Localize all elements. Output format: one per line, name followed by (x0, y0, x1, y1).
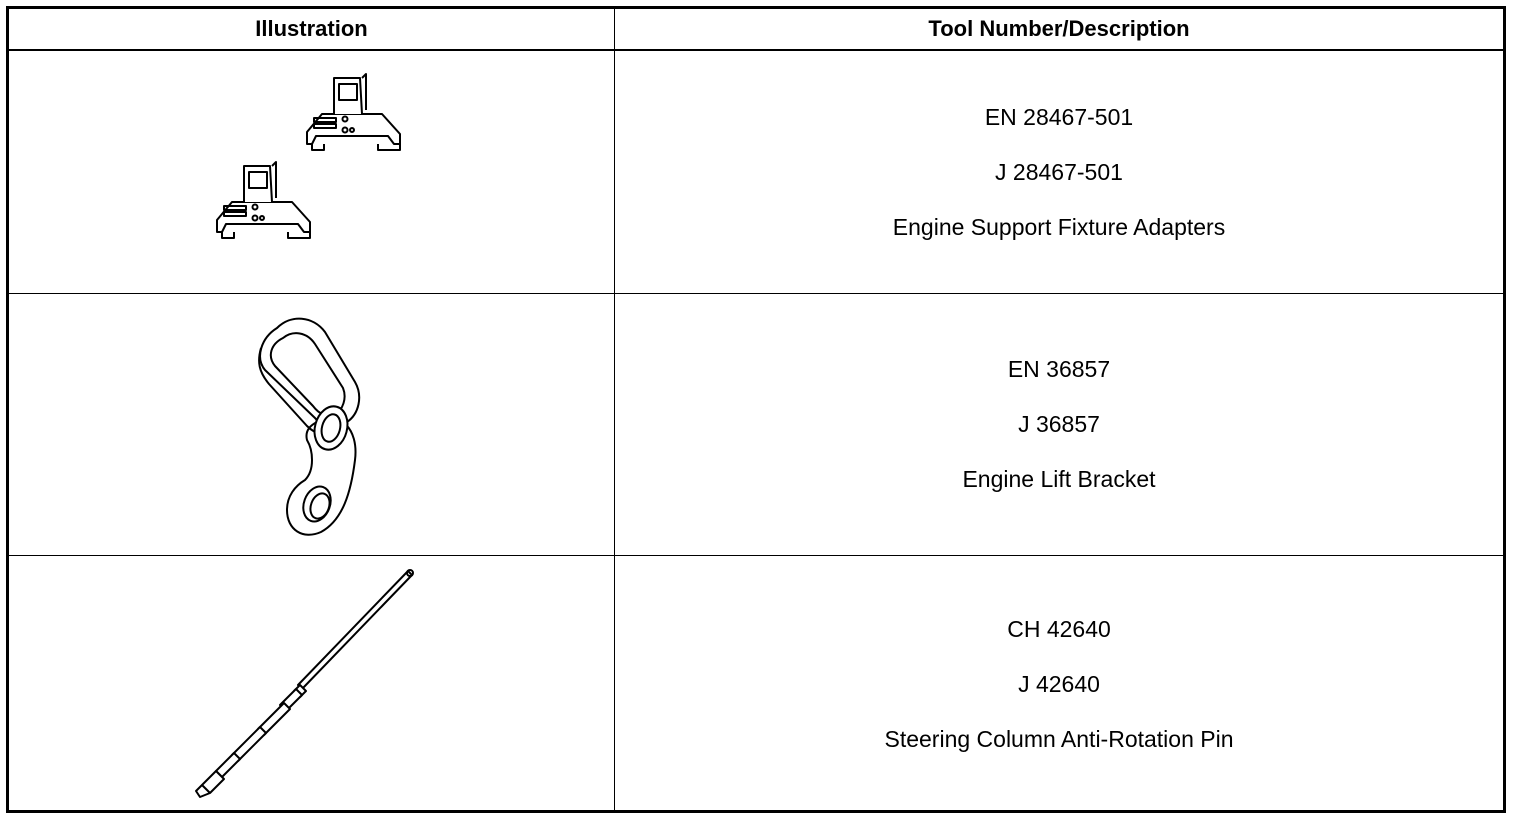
table-row (9, 294, 1503, 556)
header-tool-cell (615, 9, 1503, 49)
tool-number-ch: CH 42640 (1007, 616, 1111, 642)
tool-number-j: J 42640 (1018, 671, 1100, 697)
tool-description: Engine Support Fixture Adapters (892, 213, 1226, 240)
tool-number-j: J 28467-501 (995, 158, 1123, 185)
tool-description: Steering Column Anti-Rotation Pin (884, 726, 1234, 752)
engine-support-fixture-adapters-illustration (192, 72, 432, 272)
table-row (9, 51, 1503, 294)
table-row (9, 556, 1503, 813)
header-illustration: Illustration (255, 16, 368, 41)
tool-number-en: EN 28467-501 (984, 103, 1134, 130)
header-tool-description: Tool Number/Description (928, 16, 1190, 41)
illustration-cell (9, 294, 614, 555)
special-tools-table (6, 6, 1506, 813)
header-illustration-cell (9, 9, 614, 49)
tool-number-j: J 36857 (1018, 411, 1100, 437)
engine-lift-bracket-illustration (247, 310, 377, 540)
illustration-cell (9, 556, 614, 813)
tool-description: Engine Lift Bracket (962, 466, 1156, 492)
tool-description-cell (615, 294, 1503, 555)
tool-number-en: EN 36857 (1007, 356, 1111, 382)
tool-description-cell (615, 51, 1503, 293)
table-header-row (9, 9, 1503, 51)
tool-description-cell (615, 556, 1503, 813)
steering-column-pin-illustration (192, 565, 432, 805)
illustration-cell (9, 51, 614, 293)
